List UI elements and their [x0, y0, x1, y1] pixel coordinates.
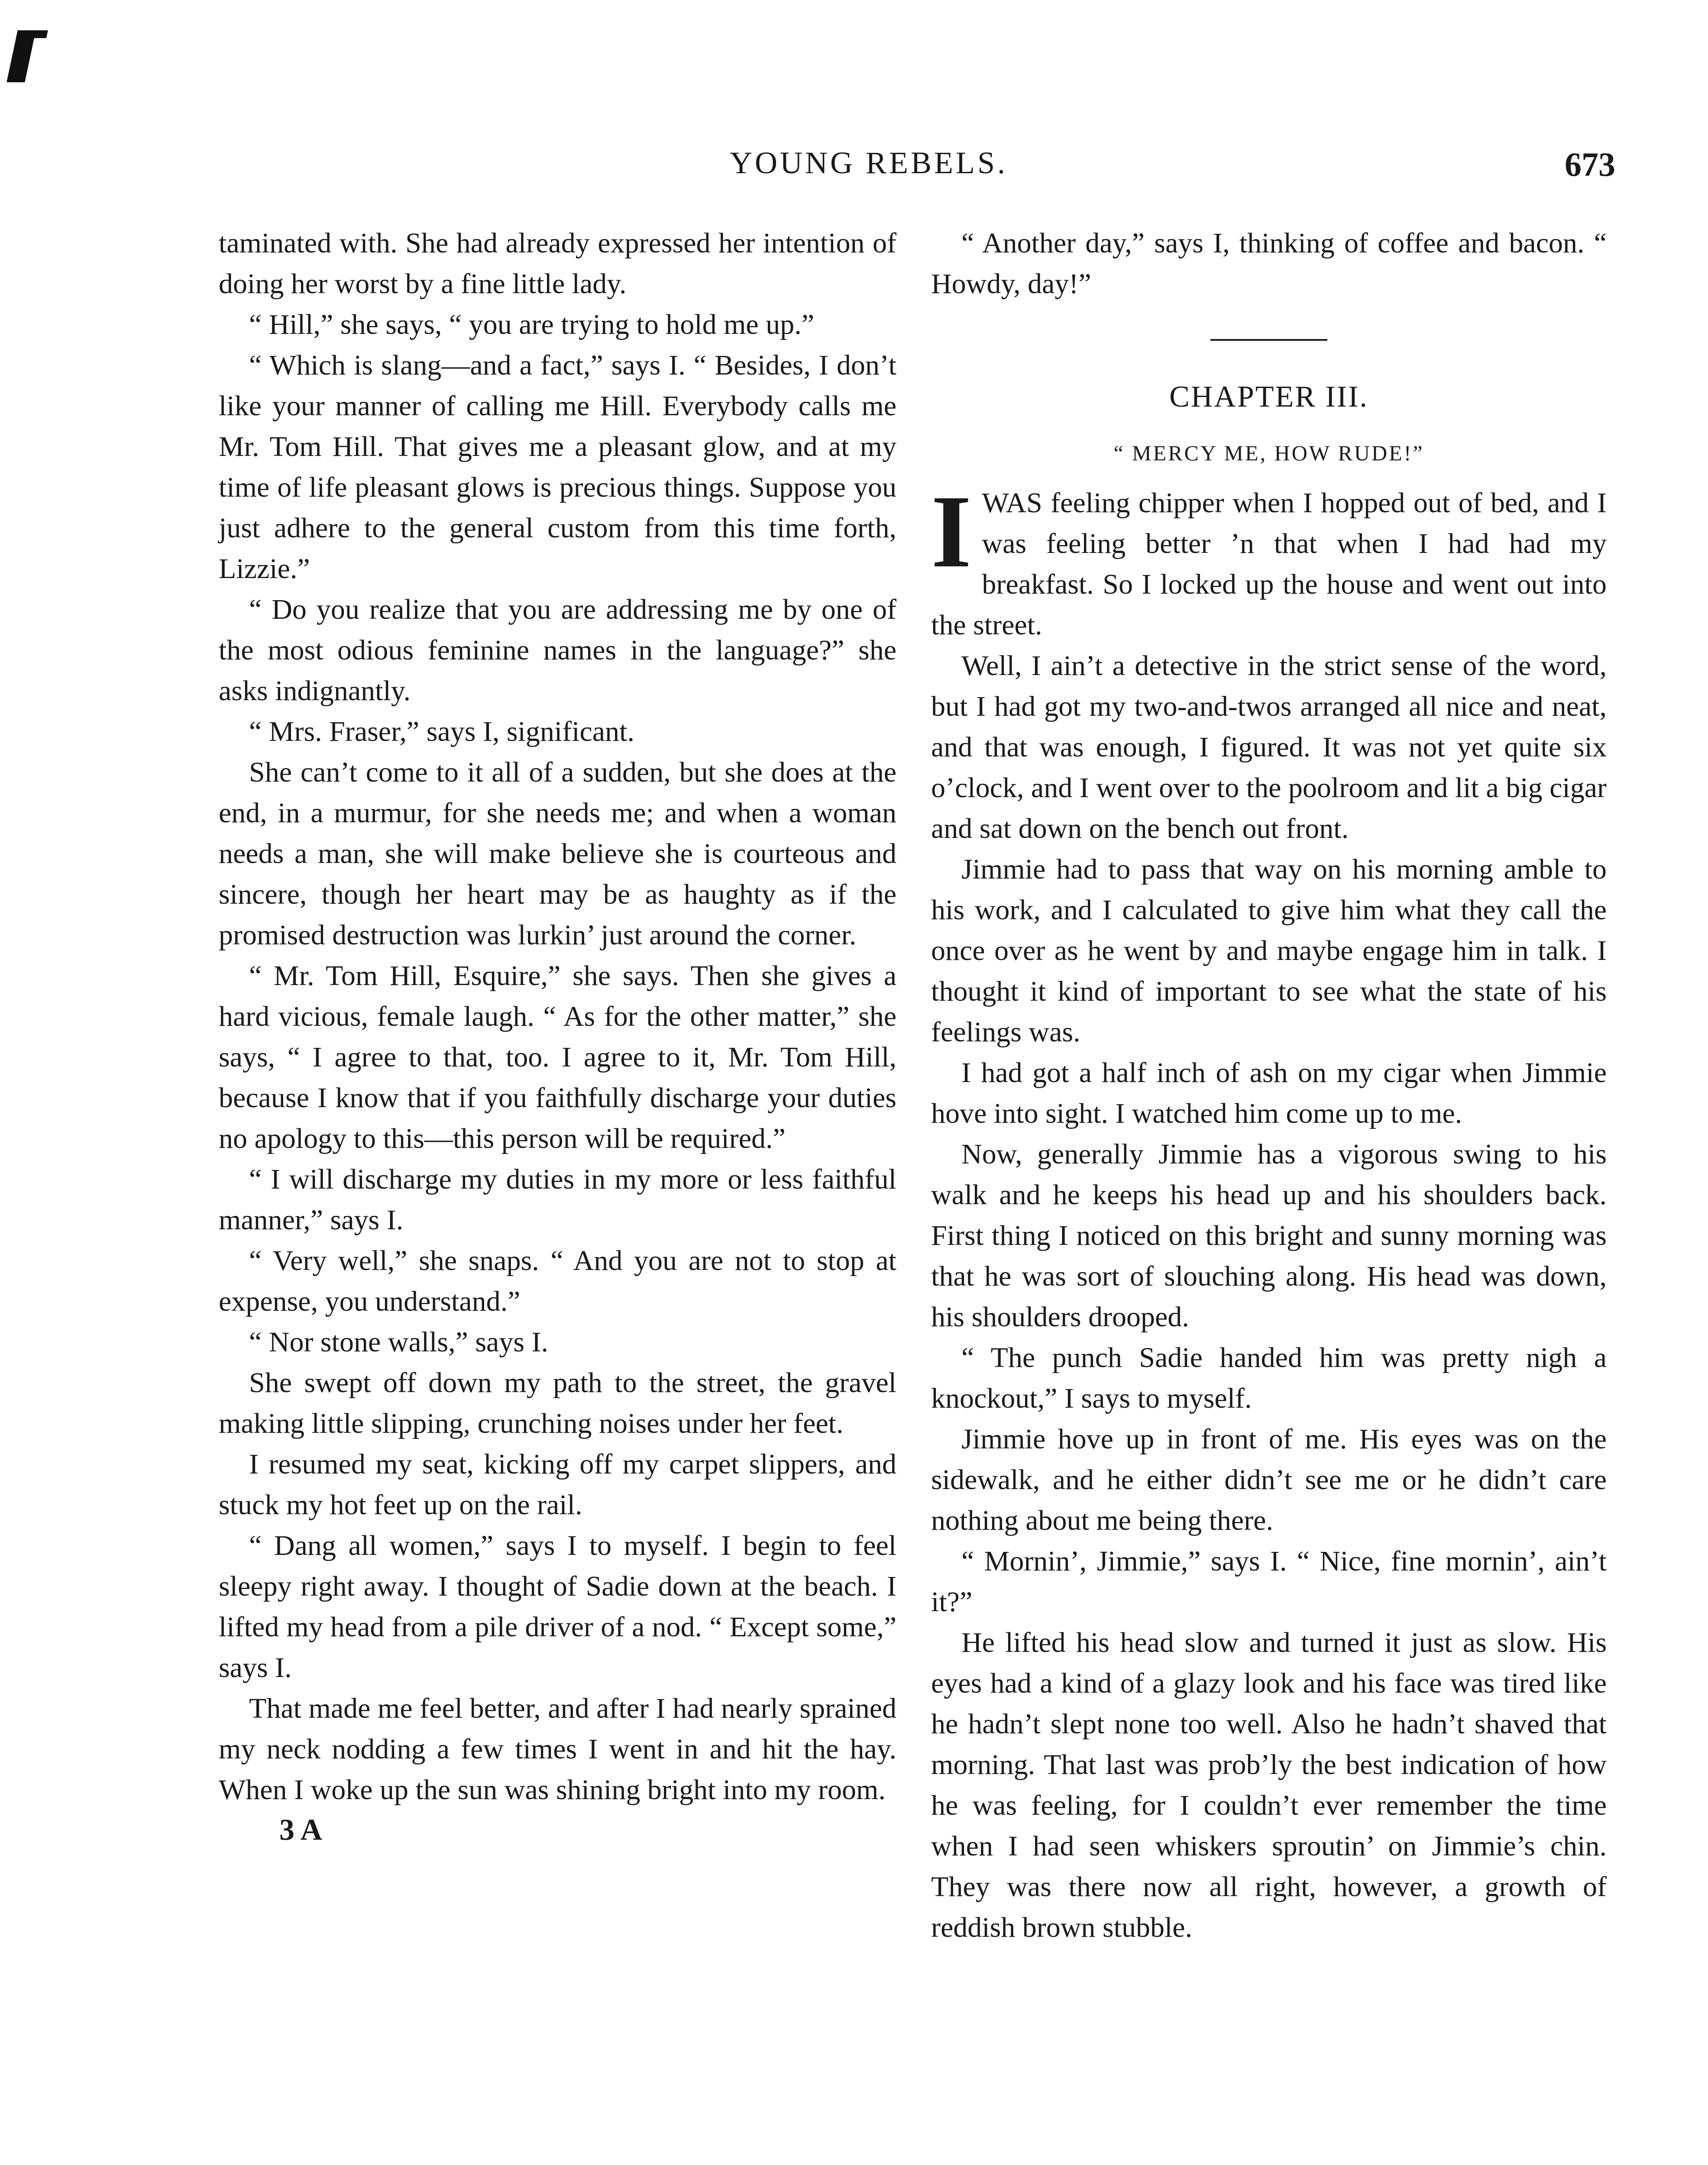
paragraph: “ Mr. Tom Hill, Esquire,” she says. Then she gives a hard vicious, female laugh. “ As for the other matter,” she says, “ I agree to that, too. I agree to it, Mr. Tom Hill, because I know that if you faithfully discharge your duties no apology to this—this person will be required.”: [219, 960, 896, 1154]
page-number: 673: [1565, 145, 1615, 183]
paragraph: taminated with. She had already expressed her intention of doing her worst by a fine little lady.: [219, 227, 896, 300]
paragraph: She swept off down my path to the street, the gravel making little slipping, crunching noises under her feet.: [219, 1367, 896, 1439]
paragraph: “ Mornin’, Jimmie,” says I. “ Nice, fine mornin’, ain’t it?”: [931, 1545, 1607, 1618]
paragraph: “ Mrs. Fraser,” says I, significant.: [249, 716, 634, 747]
paragraph: “ Another day,” says I, thinking of coffee and bacon. “ Howdy, day!”: [931, 227, 1607, 300]
paragraph: He lifted his head slow and turned it just as slow. His eyes had a kind of a glazy look and his face was tired like he hadn’t slept none too well. Also he hadn’t shaved that morning. That last was prob’ly the best indication of how he was feeling, for I couldn’t ever remember the time when I had seen whiskers sproutin’ on Jimmie’s chin. They was there now all right, however, a growth of reddish brown stubble.: [931, 1627, 1607, 1943]
paragraph: “ Very well,” she snaps. “ And you are not to stop at expense, you understand.”: [219, 1245, 896, 1317]
paragraph: She can’t come to it all of a sudden, but she does at the end, in a murmur, for she needs me; and when a woman needs a man, she will make believe she is courteous and sincere, though her heart may be as haughty as if the promised destruction was lurkin’ just around the corner.: [219, 756, 896, 951]
paragraph: “ Dang all women,” says I to myself. I begin to feel sleepy right away. I thought of Sadie down at the beach. I lifted my head from a pile driver of a nod. “ Except some,” says I.: [219, 1530, 896, 1684]
running-head: [217, 145, 1615, 193]
scan-corner-mark: [6, 30, 36, 82]
left-column: [219, 223, 896, 1848]
paragraph: That made me feel better, and after I had nearly sprained my neck nodding a few times I went in and hit the hay. When I woke up the sun was shining bright into my room.: [219, 1693, 896, 1806]
paragraph: “ Which is slang—and a fact,” says I. “ Besides, I don’t like your manner of calling me Hill. Everybody calls me Mr. Tom Hill. That gives me a pleasant glow, and at my time of life pleasant glows is precious things. Suppose you just adhere to the general custom from this time forth, Lizzie.”: [219, 349, 896, 585]
paragraph: I had got a half inch of ash on my cigar when Jimmie hove into sight. I watched him come up to me.: [931, 1057, 1607, 1129]
paragraph: “ Hill,” she says, “ you are trying to hold me up.”: [249, 309, 815, 340]
chapter-heading: CHAPTER III.: [1169, 380, 1368, 414]
first-paragraph-text: WAS feeling chipper when I hopped out of bed, and I was feeling better ’n that when I had had my breakfast. So I locked up the house and went out into the street.: [931, 487, 1607, 641]
chapter-first-paragraph: [931, 474, 1607, 646]
right-column: [931, 223, 1607, 1948]
drop-cap: I: [931, 474, 972, 589]
paragraph: “ I will discharge my duties in my more or less faithful manner,” says I.: [219, 1163, 896, 1236]
paragraph: Jimmie had to pass that way on his morning amble to his work, and I calculated to give him what they call the once over as he went by and maybe engage him in talk. I thought it kind of important to see what the state of his feelings was.: [931, 853, 1607, 1048]
paragraph: Jimmie hove up in front of me. His eyes was on the sidewalk, and he either didn’t see me or he didn’t care nothing about me being there.: [931, 1423, 1607, 1536]
paragraph: “ The punch Sadie handed him was pretty nigh a knockout,” I says to myself.: [931, 1342, 1607, 1414]
paragraph: I resumed my seat, kicking off my carpet slippers, and stuck my hot feet up on the rail.: [219, 1448, 896, 1521]
paragraph: Well, I ain’t a detective in the strict sense of the word, but I had got my two-and-twos arranged all nice and neat, and that was enough, I figured. It was not yet quite six o’clock, and I went over to the poolroom and lit a big cigar and sat down on the bench out front.: [931, 650, 1607, 844]
section-divider: [1210, 339, 1327, 341]
paragraph: “ Do you realize that you are addressing me by one of the most odious feminine names in the language?” she asks indignantly.: [219, 594, 896, 707]
paragraph: Now, generally Jimmie has a vigorous swing to his walk and he keeps his head up and his shoulders back. First thing I noticed on this bright and sunny morning was that he was sort of slouching along. His head was down, his shoulders drooped.: [931, 1138, 1607, 1333]
chapter-subtitle: “ MERCY ME, HOW RUDE!”: [1113, 441, 1424, 465]
running-title: YOUNG REBELS.: [730, 145, 1008, 180]
signature-mark: 3 A: [279, 1813, 323, 1847]
paragraph: “ Nor stone walls,” says I.: [249, 1326, 549, 1358]
